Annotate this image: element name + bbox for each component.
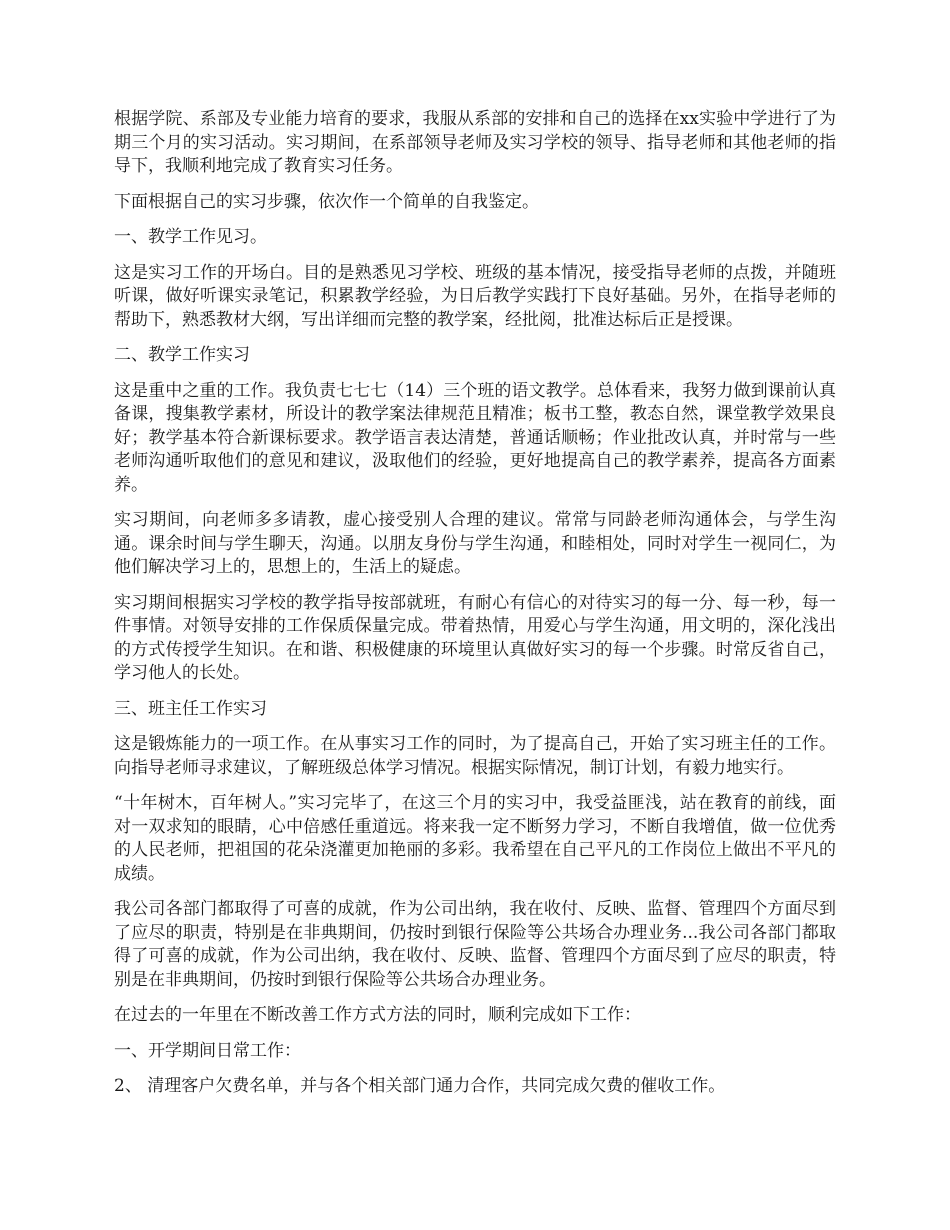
paragraph-company-work: 我公司各部门都取得了可喜的成就，作为公司出纳，我在收付、反映、监督、管理四个方面尽到了应尽的职责，特别是在非典期间，仍按时到银行保险等公共场合办理业务...我公司各部门都取得了可喜的成就，作为公司出纳，我在收付、反映、监督、管理四个方面尽到了应尽的职责，特别是在非典期间，仍按时到银行保险等公共场合办理业务。 (114, 899, 836, 990)
paragraph-teaching-observation: 这是实习工作的开场白。目的是熟悉见习学校、班级的基本情况，接受指导老师的点拨，并随班听课，做好听课实录笔记，积累教学经验，为日后教学实践打下良好基础。另外，在指导老师的帮助下，熟悉教材大纲，写出详细而完整的教学案，经批阅，批准达标后正是授课。 (114, 262, 836, 330)
document-body (114, 108, 836, 1111)
paragraph-past-year: 在过去的一年里在不断改善工作方式方法的同时，顺利完成如下工作： (114, 1005, 641, 1025)
paragraph-work-attitude: 实习期间根据实习学校的教学指导按部就班，有耐心有信心的对待实习的每一分、每一秒，每一件事情。对领导安排的工作保质保量完成。带着热情，用爱心与学生沟通，用文明的，深化浅出的方式传授学生知识。在和谐、积极健康的环境里认真做好实习的每一个步骤。时常反省自己，学习他人的长处。 (114, 592, 836, 683)
paragraph-intro: 根据学院、系部及专业能力培育的要求，我服从系部的安排和自己的选择在xx实验中学进行了为期三个月的实习活动。实习期间，在系部领导老师及实习学校的领导、指导老师和其他老师的指导下，我顺利地完成了教育实习任务。 (114, 109, 836, 176)
paragraph-teaching-practice: 这是重中之重的工作。我负责七七七（14）三个班的语文教学。总体看来，我努力做到课前认真备课，搜集教学素材，所设计的教学案法律规范且精准；板书工整，教态自然，课堂教学效果良好；教学基本符合新课标要求。教学语言表达清楚，普通话顺畅；作业批改认真，并时常与一些老师沟通听取他们的意见和建议，汲取他们的经验，更好地提高自己的教学素养，提高各方面素养。 (114, 380, 836, 495)
paragraph-overview: 下面根据自己的实习步骤，依次作一个简单的自我鉴定。 (114, 191, 539, 212)
section-heading-daily-work: 一、开学期间日常工作： (114, 1040, 301, 1061)
paragraph-class-teacher: 这是锻炼能力的一项工作。在从事实习工作的同时，为了提高自己，开始了实习班主任的工作。向指导老师寻求建议，了解班级总体学习情况。根据实际情况，制订计划，有毅力地实行。 (114, 734, 836, 778)
section-heading-teaching-practice: 二、教学工作实习 (114, 345, 250, 365)
section-heading-class-teacher: 三、班主任工作实习 (114, 698, 267, 719)
list-item-2: 2、 清理客户欠费名单，并与各个相关部门通力合作，共同完成欠费的催收工作。 (114, 1076, 726, 1096)
paragraph-learning-from-teachers: 实习期间，向老师多多请教，虚心接受别人合理的建议。常常与同龄老师沟通体会，与学生沟通。课余时间与学生聊天，沟通。以朋友身份与学生沟通，和睦相处，同时对学生一视同仁，为他们解决学习上的，思想上的，生活上的疑虑。 (114, 510, 836, 577)
paragraph-conclusion: “十年树木，百年树人。”实习完毕了，在这三个月的实习中，我受益匪浅，站在教育的前线，面对一双求知的眼睛，心中倍感任重道远。将来我一定不断努力学习，不断自我增值，做一位优秀的人民老师，把祖国的花朵浇灌更加艳丽的多彩。我希望在自己平凡的工作岗位上做出不平凡的成绩。 (114, 793, 836, 884)
section-heading-teaching-observation: 一、教学工作见习。 (114, 227, 267, 247)
